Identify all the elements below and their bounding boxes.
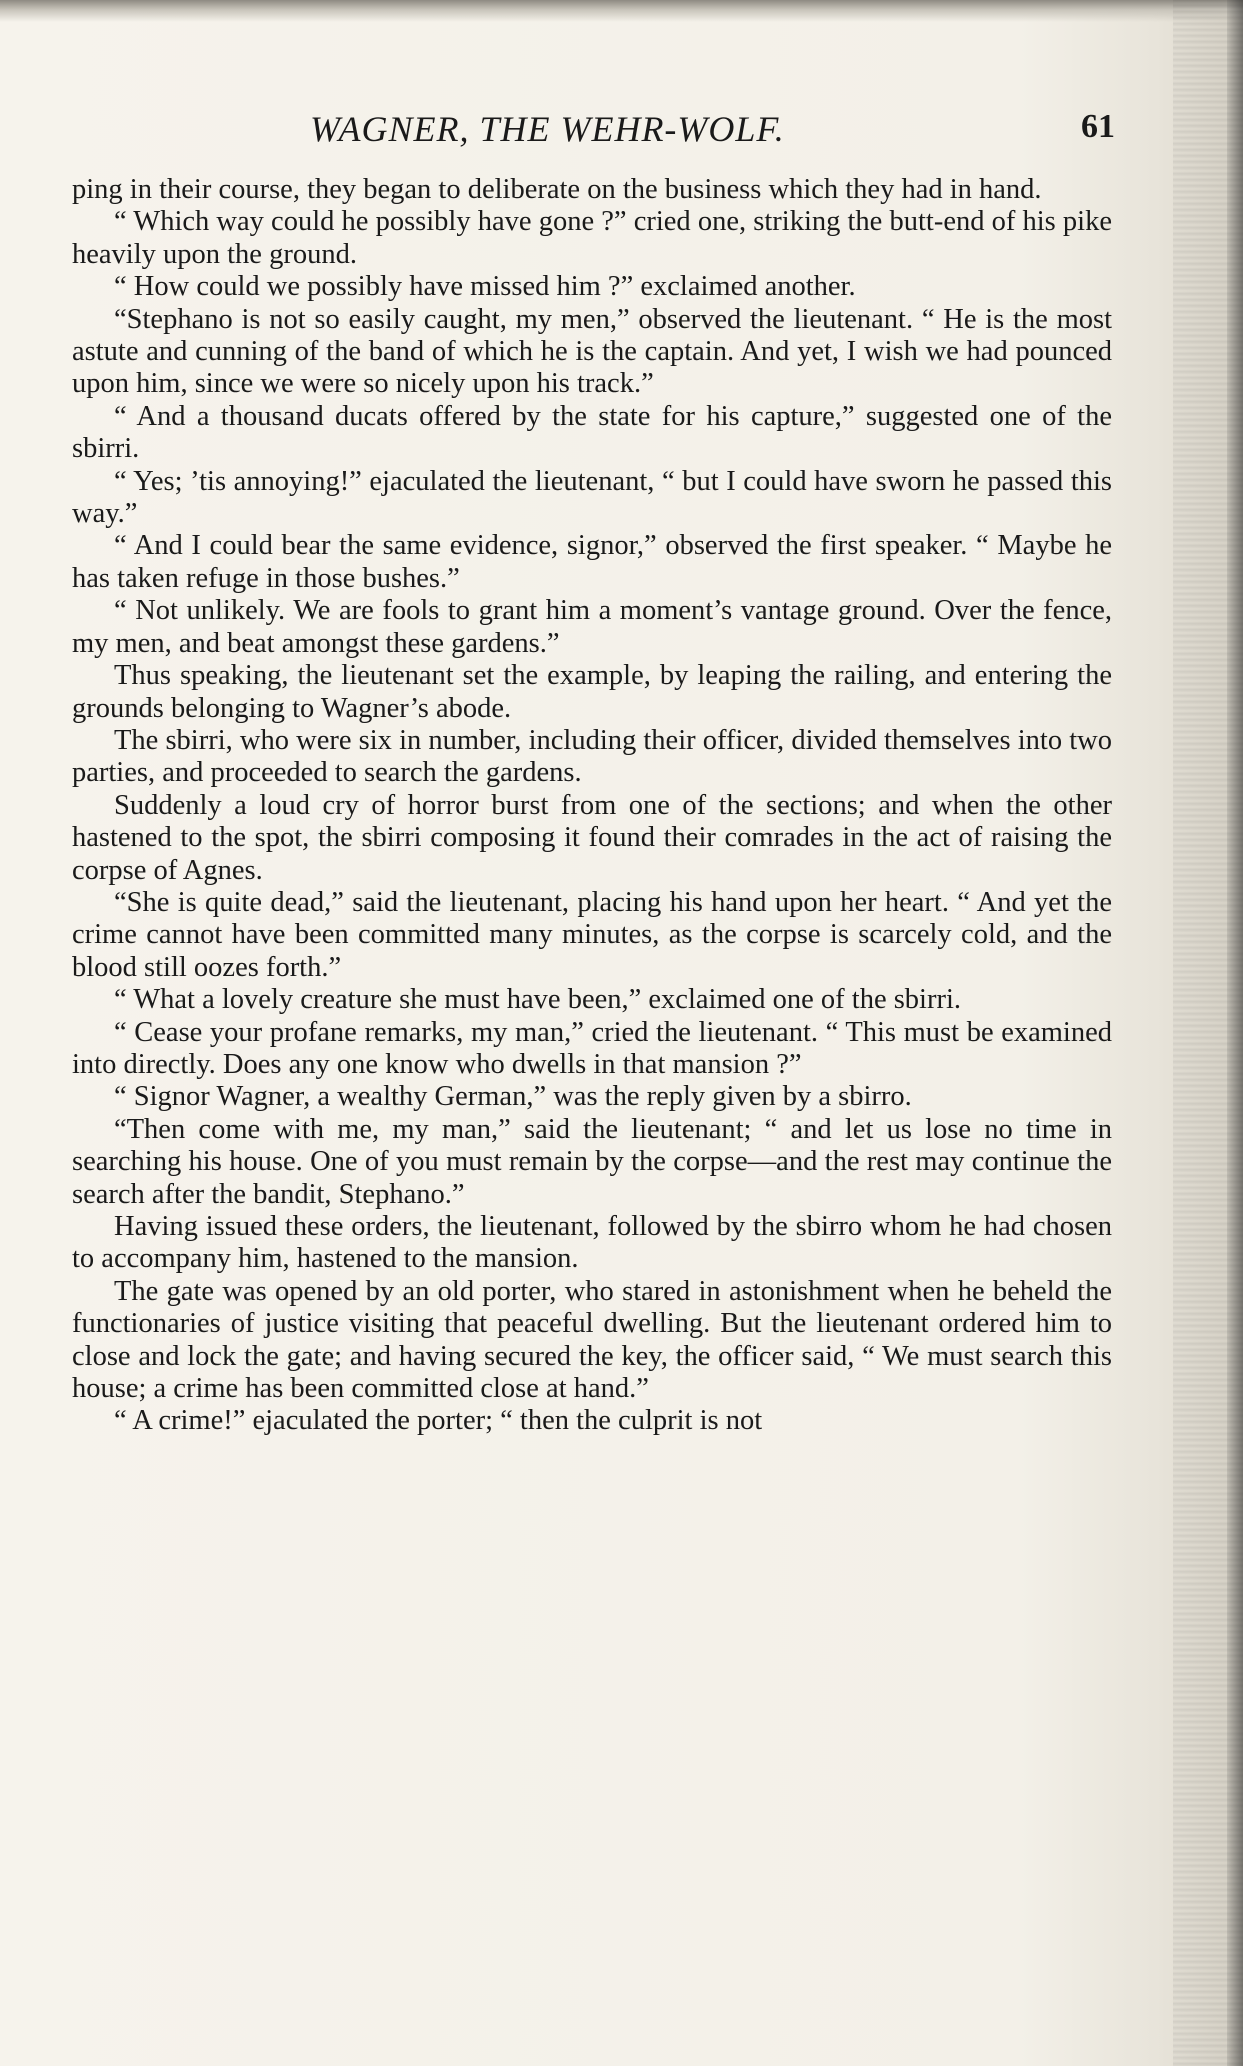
page-number: 61 bbox=[1081, 108, 1115, 145]
paragraph: “ How could we possibly have missed him ?” exclaimed another. bbox=[114, 271, 856, 303]
paragraph: “ Not unlikely. We are fools to grant him a moment’s vantage ground. Over the fence, my men, and beat amongst these gardens.” bbox=[72, 595, 1112, 659]
paragraph: “ What a lovely creature she must have been,” exclaimed one of the sbirri. bbox=[114, 984, 961, 1016]
paragraph: ping in their course, they began to deliberate on the business which they had in hand. bbox=[72, 174, 1042, 205]
page-binding-shadow bbox=[1227, 0, 1243, 2066]
running-title: WAGNER, THE WEHR-WOLF. bbox=[310, 109, 785, 149]
paragraph: “ A crime!” ejaculated the porter; “ then the culprit is not bbox=[114, 1405, 763, 1437]
paragraph: The gate was opened by an old porter, who stared in astonishment when he beheld the functionaries of justice visiting that peaceful dwelling. But the lieutenant ordered him to close and lock the gate; and having secured the key, the officer said, “ We must search this house; a crime has been committed close at hand.” bbox=[72, 1275, 1112, 1405]
paragraph: Suddenly a loud cry of horror burst from one of the sections; and when the other hastened to the spot, the sbirri composing it found their comrades in the act of raising the corpse of Agnes. bbox=[72, 789, 1112, 886]
paragraph: “ Which way could he possibly have gone ?” cried one, striking the butt-end of his pike heavily upon the ground. bbox=[72, 206, 1112, 270]
paragraph: “Stephano is not so easily caught, my men,” observed the lieutenant. “ He is the most astute and cunning of the band of which he is the captain. And yet, I wish we had pounced upon him, since we were so nicely upon his track.” bbox=[72, 303, 1112, 400]
paragraph: Thus speaking, the lieutenant set the example, by leaping the railing, and entering the grounds belonging to Wagner’s abode. bbox=[72, 660, 1112, 724]
paragraph: “Then come with me, my man,” said the lieutenant; “ and let us lose no time in searching his house. One of you must remain by the corpse—and the rest may continue the search after the bandit, Stephano.” bbox=[72, 1113, 1112, 1210]
paragraph: “ And a thousand ducats offered by the state for his capture,” suggested one of the sbirri. bbox=[72, 400, 1112, 465]
paragraph: “She is quite dead,” said the lieutenant, placing his hand upon her heart. “ And yet the crime cannot have been committed many minutes, as the corpse is scarcely cold, and the blood still oozes forth.” bbox=[72, 886, 1112, 983]
paragraph: Having issued these orders, the lieutenant, followed by the sbirro whom he had chosen to accompany him, hastened to the mansion. bbox=[72, 1211, 1112, 1275]
page-header bbox=[80, 108, 1115, 158]
paragraph: “ And I could bear the same evidence, signor,” observed the first speaker. “ Maybe he has taken refuge in those bushes.” bbox=[72, 530, 1112, 594]
page-body-text bbox=[72, 174, 1112, 1438]
paragraph: “ Signor Wagner, a wealthy German,” was the reply given by a sbirro. bbox=[114, 1081, 912, 1113]
page-top-edge bbox=[0, 0, 1243, 22]
paragraph: The sbirri, who were six in number, including their officer, divided themselves into two parties, and proceeded to search the gardens. bbox=[72, 724, 1112, 789]
paragraph: “ Yes; ’tis annoying!” ejaculated the lieutenant, “ but I could have sworn he passed this way.” bbox=[72, 465, 1112, 530]
paragraph: “ Cease your profane remarks, my man,” cried the lieutenant. “ This must be examined into directly. Does any one know who dwells in that mansion ?” bbox=[72, 1016, 1112, 1080]
